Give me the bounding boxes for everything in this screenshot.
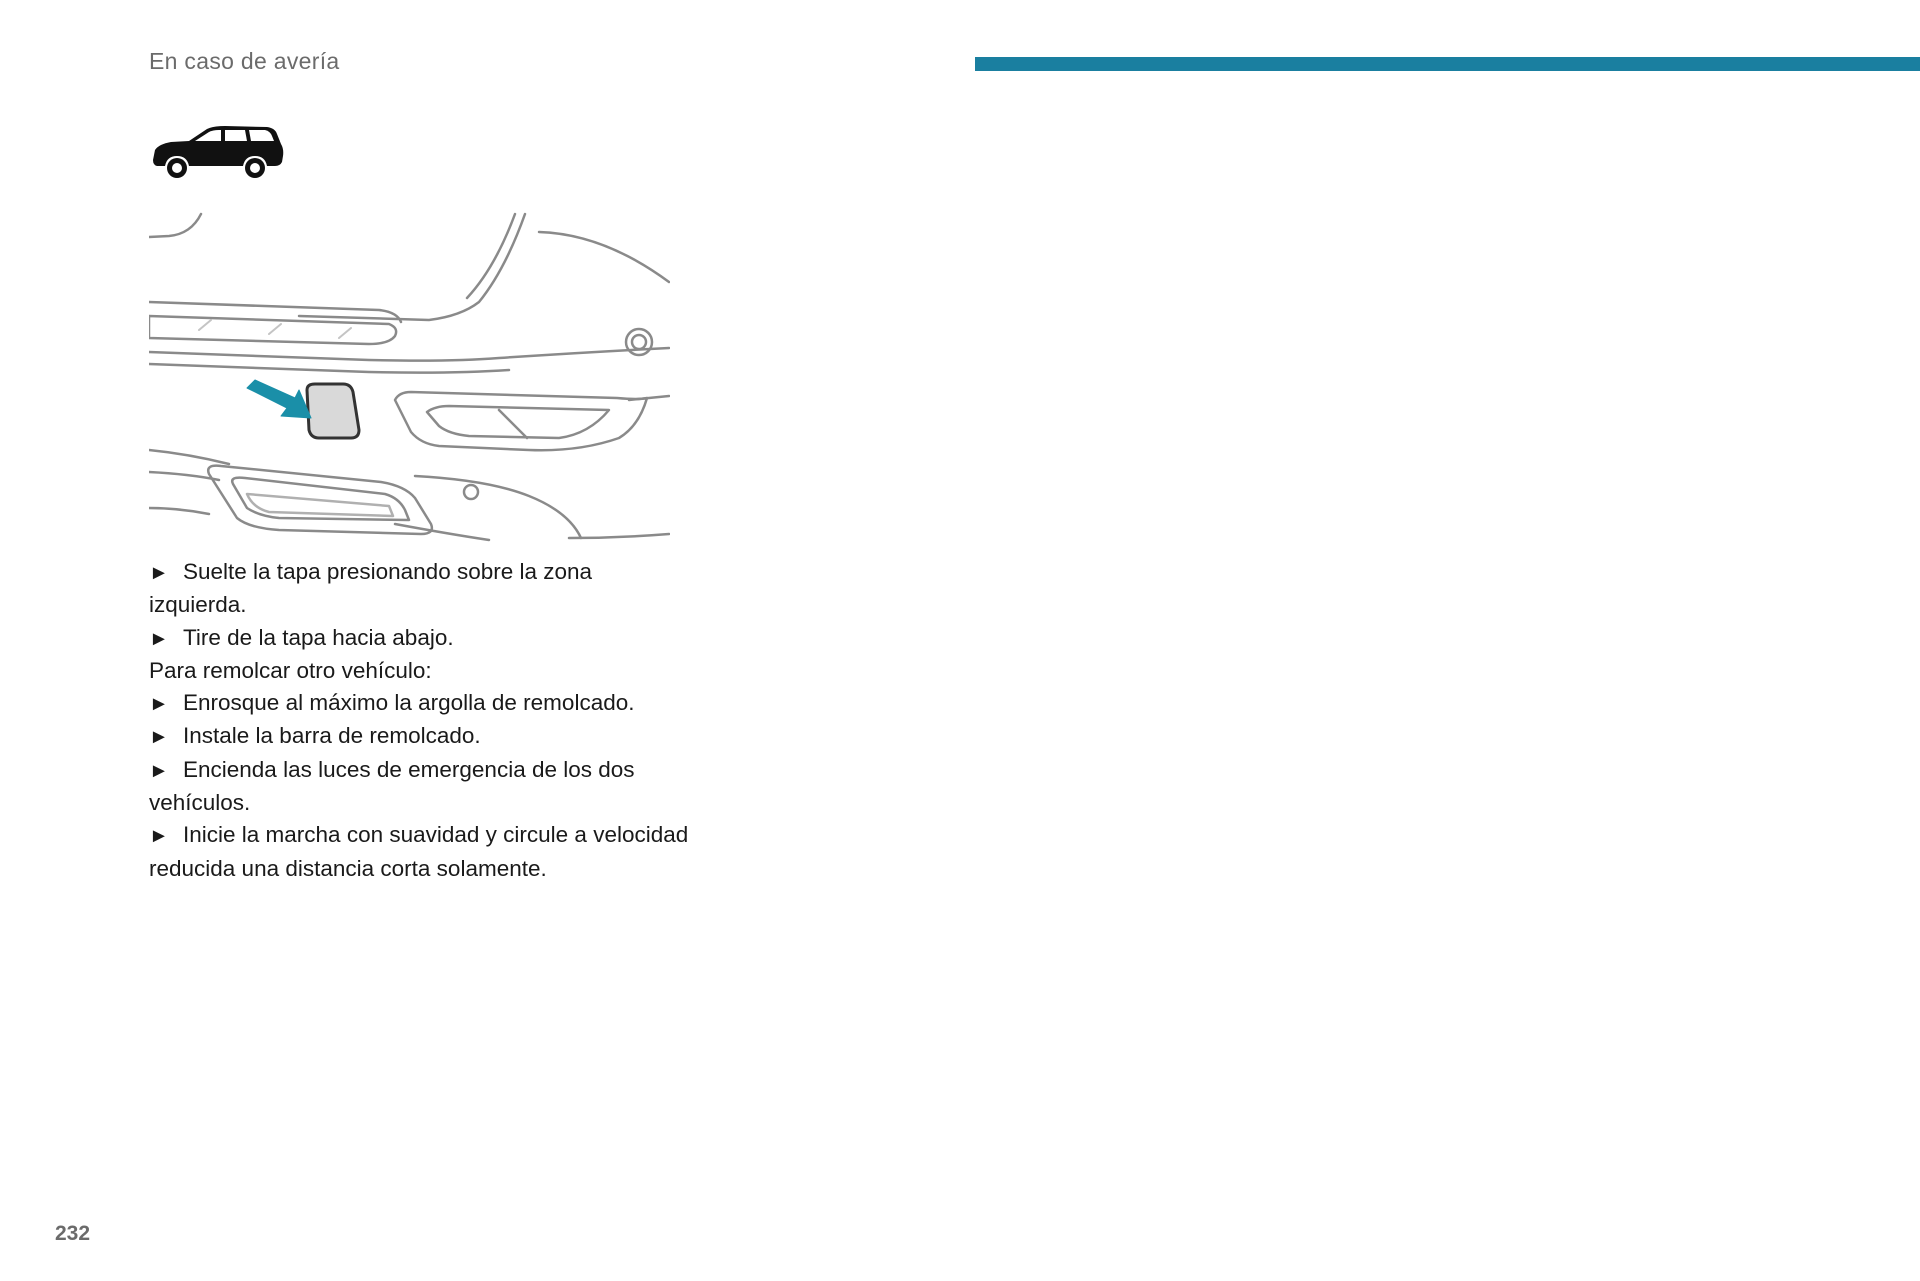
right-pointing-triangle-icon: ► [149, 627, 169, 650]
tow-hook-cover [307, 384, 359, 438]
bumper-line-upper [149, 348, 669, 361]
instruction-step [149, 819, 689, 885]
section-title: En caso de avería [149, 48, 340, 74]
right-pointing-triangle-icon: ► [149, 693, 169, 716]
right-pointing-triangle-icon: ► [149, 726, 169, 749]
instruction-step-text: Encienda las luces de emergencia de los dos vehículos. [149, 756, 635, 816]
instruction-step-text: Suelte la tapa presionando sobre la zona izquierda. [149, 559, 593, 618]
instruction-step [149, 754, 689, 820]
exhaust-outlet-right [395, 392, 647, 450]
lower-bumper-right [415, 476, 581, 538]
bumper-upper-curve [149, 214, 201, 237]
page-number: 232 [55, 1222, 91, 1245]
header-accent-bar [975, 57, 1920, 71]
right-pointing-triangle-icon: ► [149, 825, 169, 848]
car-side-silhouette-icon [149, 122, 285, 180]
instruction-step-text: Instale la barra de remolcado. [183, 723, 481, 749]
instruction-step-text: Tire de la tapa hacia abajo. [183, 624, 454, 650]
instructions-text [149, 556, 689, 885]
right-pointing-triangle-icon: ► [149, 759, 169, 782]
parking-sensor [626, 329, 652, 355]
bumper-line-lower [149, 364, 509, 373]
pointer-arrow [247, 380, 311, 418]
tow-eye-socket [464, 485, 478, 499]
instruction-step [149, 622, 689, 655]
rear-bumper-illustration [149, 212, 670, 542]
lower-bumper-line-1 [149, 450, 229, 464]
body-side-curve [539, 232, 669, 282]
instruction-step-text: Inicie la marcha con suavidad y circule a velocidad reducida una distancia corta solamente. [149, 822, 689, 881]
instruction-intro [149, 655, 689, 687]
instruction-intro-text: Para remolcar otro vehículo: [149, 657, 432, 683]
instruction-step [149, 720, 689, 753]
instruction-step [149, 556, 689, 622]
instruction-step-text: Enrosque al máximo la argolla de remolcado. [183, 690, 635, 716]
instruction-step [149, 687, 689, 720]
right-pointing-triangle-icon: ► [149, 562, 169, 584]
